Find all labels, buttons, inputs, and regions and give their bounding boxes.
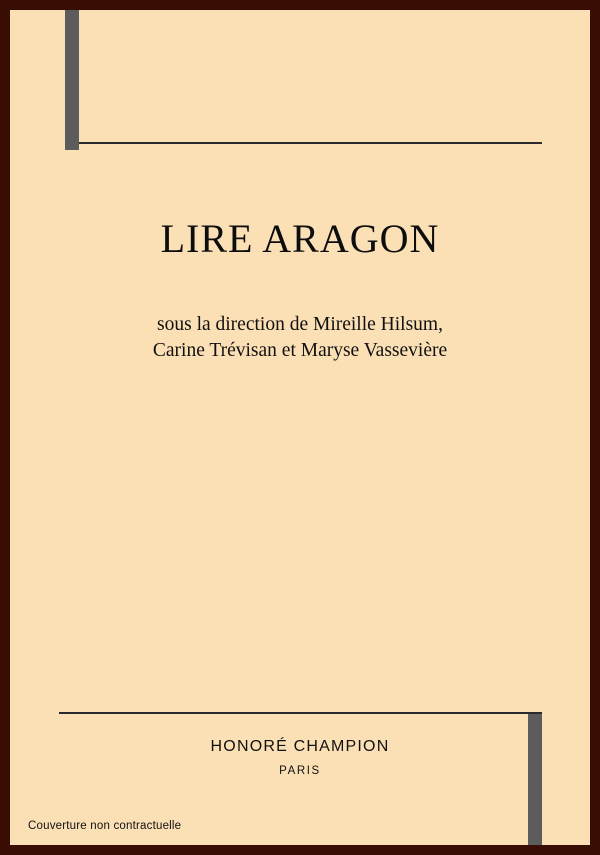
publisher-city: PARIS (279, 765, 321, 777)
book-editors-line-2: Carine Trévisan et Maryse Vassevière (152, 340, 448, 361)
book-title: LIRE ARAGON (160, 216, 440, 261)
decorative-bottom-rule (59, 712, 542, 714)
book-cover-page (10, 10, 590, 845)
decorative-top-rule (79, 142, 542, 144)
book-editors (10, 312, 590, 364)
publisher-name: HONORÉ CHAMPION (210, 738, 390, 755)
decorative-top-left-bar (65, 10, 79, 150)
decorative-bottom-right-bar (528, 714, 542, 845)
cover-notice: Couverture non contractuelle (28, 820, 182, 832)
book-editors-line-1: sous la direction de Mireille Hilsum, (157, 314, 443, 335)
